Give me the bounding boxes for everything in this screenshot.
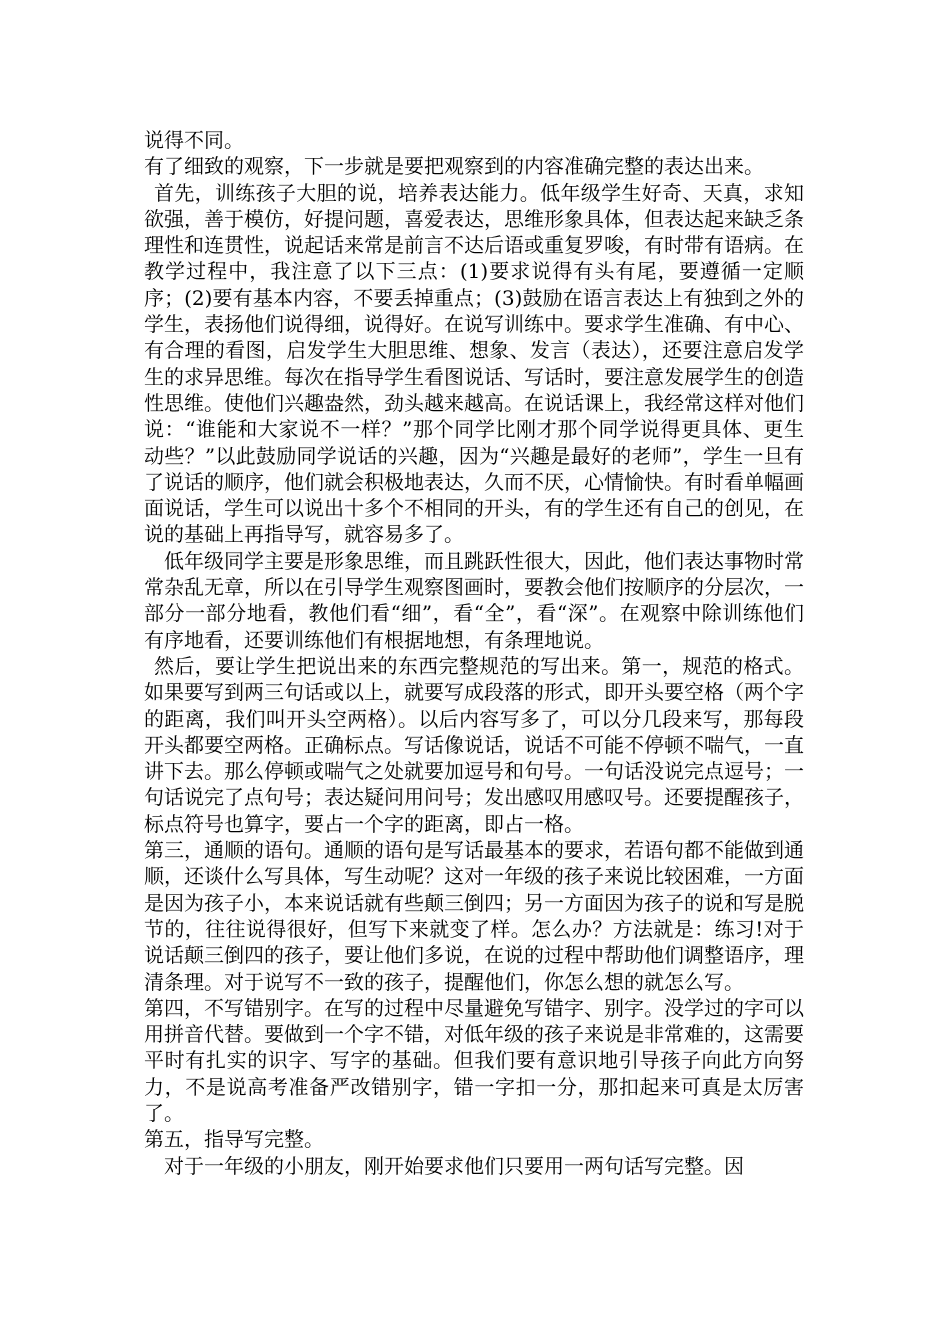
paragraph-writing-format: 然后，要让学生把说出来的东西完整规范的写出来。第一，规范的格式。如果要写到两三句话或以上，就要写成段落的形式，即开头要空格（两个字的距离，我们叫开头空两格）。以后内容写多了，可以分几段来写，那每段开头都要空两格。正确标点。写话像说话，说话不可能不停顿不喘气，一直讲下去。那么停顿或喘气之处就要加逗号和句号。一句话没说完点逗号；一句话说完了点句号；表达疑问用问号；发出感叹用感叹号。还要提醒孩子，标点符号也算字，要占一个字的距离，即占一格。 (144, 653, 804, 836)
paragraph-speaking-training: 首先，训练孩子大胆的说，培养表达能力。低年级学生好奇、天真，求知欲强，善于模仿，好提问题，喜爱表达，思维形象具体，但表达起来缺乏条理性和连贯性，说起话来常是前言不达后语或重复罗唆，有时带有语病。在教学过程中，我注意了以下三点：(1)要求说得有头有尾，要遵循一定顺序；(2)要有基本内容，不要丢掉重点；(3)鼓励在语言表达上有独到之外的学生，表扬他们说得细，说得好。在说写训练中。要求学生准确、有中心、有合理的看图，启发学生大胆思维、想象、发言（表达），还要注意启发学生的求异思维。每次在指导学生看图说话、写话时，要注意发展学生的创造性思维。使他们兴趣盎然，劲头越来越高。在说话课上，我经常这样对他们说：“谁能和大家说不一样？”那个同学比刚才那个同学说得更具体、更生动些？”以此鼓励同学说话的兴趣，因为“兴趣是最好的老师”，学生一旦有了说话的顺序，他们就会积极地表达，久而不厌，心情愉快。有时看单幅画面说话，学生可以说出十多个不相同的开头，有的学生还有自己的创见，在说的基础上再指导写，就容易多了。 (144, 180, 804, 547)
document-page (144, 127, 804, 1179)
paragraph-no-typos: 第四，不写错别字。在写的过程中尽量避免写错字、别字。没学过的字可以用拼音代替。要做到一个字不错，对低年级的孩子来说是非常难的，这需要平时有扎实的识字、写字的基础。但我们要有意识地引导孩子向此方向努力，不是说高考准备严改错别字，错一字扣一分，那扣起来可真是太厉害了。 (144, 995, 804, 1125)
paragraph-section-heading: 第五，指导写完整。 (144, 1127, 324, 1152)
paragraph-observation-summary: 有了细致的观察，下一步就是要把观察到的内容准确完整的表达出来。 (144, 154, 764, 179)
paragraph-image-thinking: 低年级同学主要是形象思维，而且跳跃性很大，因此，他们表达事物时常常杂乱无章，所以在引导学生观察图画时，要教会他们按顺序的分层次，一部分一部分地看，教他们看“细”，看“全”，看“深”。在观察中除训练他们有序地看，还要训练他们有根据地想，有条理地说。 (144, 548, 804, 652)
paragraph-fluent-sentences: 第三，通顺的语句。通顺的语句是写话最基本的要求，若语句都不能做到通顺，还谈什么写具体，写生动呢？这对一年级的孩子来说比较困难，一方面是因为孩子小，本来说话就有些颠三倒四；另一方面因为孩子的说和写是脱节的，往往说得很好，但写下来就变了样。怎么办？方法就是：练习!对于说话颠三倒四的孩子，要让他们多说，在说的过程中帮助他们调整语序，理清条理。对于说写不一致的孩子，提醒他们，你怎么想的就怎么写。 (144, 838, 804, 994)
paragraph-continuation: 说得不同。 (144, 128, 244, 152)
paragraph-first-grade: 对于一年级的小朋友，刚开始要求他们只要用一两句话写完整。因 (164, 1153, 744, 1178)
